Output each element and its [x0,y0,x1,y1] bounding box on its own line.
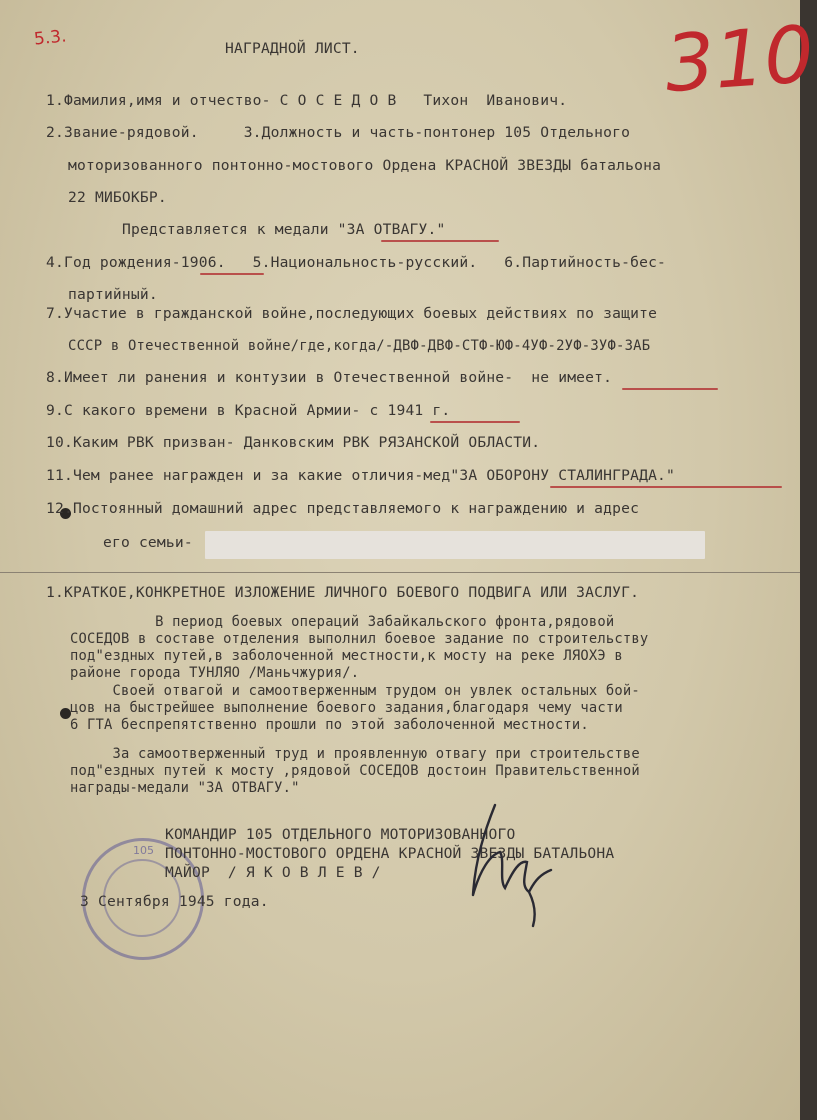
register-number: 310 [662,9,817,111]
underline-wounds [622,388,718,390]
feat-paragraph-1-line-3: под"ездных путей,в заболоченной местности,к мосту на реке ЛЯОХЭ в [70,648,623,664]
award-nomination: Представляется к медали "ЗА ОТВАГУ." [122,221,446,238]
commander-title-line-2: ПОНТОННО-МОСТОВОГО ОРДЕНА КРАСНОЙ ЗВЕЗДЫ БАТАЛЬОНА [165,845,615,862]
feat-paragraph-1-line-4: районе города ТУНЛЯО /Маньчжурия/. [70,665,360,681]
field-7-combat: 7.Участие в гражданской войне,последующих боевых действиях по защите [46,305,658,322]
feat-paragraph-1-line-2: СОСЕДОВ в составе отделения выполнил боевое задание по строительству [70,631,649,647]
field-11-previous-awards: 11.Чем ранее награжден и за какие отличия-мед"ЗА ОБОРОНУ СТАЛИНГРАДА." [46,467,676,484]
underline-service-year [430,421,520,423]
field-8-wounds: 8.Имеет ли ранения и контузии в Отечественной войне- не имеет. [46,369,613,386]
field-2-rank-position: 2.Звание-рядовой. 3.Должность и часть-понтонер 105 Отдельного [46,124,631,141]
commander-title-line-1: КОМАНДИР 105 ОТДЕЛЬНОГО МОТОРИЗОВАННОГО [165,826,516,843]
field-2-unit: моторизованного понтонно-мостового Ордена КРАСНОЙ ЗВЕЗДЫ батальона [68,157,662,174]
feat-paragraph-3-line-2: под"ездных путей к мосту ,рядовой СОСЕДОВ достоин Правительственной [70,763,640,779]
field-12-address: 12.Постоянный домашний адрес представляемого к награждению и адрес [46,500,640,517]
field-9-service-since: 9.С какого времени в Красной Армии- с 1941 г. [46,402,451,419]
field-12-family: его семьи- [103,534,193,551]
document-date: 3 Сентября 1945 года. [80,893,269,910]
commander-name: МАЙОР / Я К О В Л Е В / [165,864,381,881]
field-10-draft-office: 10.Каким РВК призван- Данковским РВК РЯЗАНСКОЙ ОБЛАСТИ. [46,434,541,451]
section-heading: 1.КРАТКОЕ,КОНКРЕТНОЕ ИЗЛОЖЕНИЕ ЛИЧНОГО БОЕВОГО ПОДВИГА ИЛИ ЗАСЛУГ. [46,584,640,601]
field-1-name: 1.Фамилия,имя и отчество- С О С Е Д О В Тихон Иванович. [46,92,568,109]
handwritten-signature [455,800,565,930]
document-title: НАГРАДНОЙ ЛИСТ. [225,40,360,57]
feat-paragraph-1-line-1: В период боевых операций Забайкальского фронта,рядовой [70,614,615,630]
field-6-party-cont: партийный. [68,286,158,303]
section-divider [0,572,800,573]
feat-paragraph-2-line-2: цов на быстрейшее выполнение боевого задания,благодаря чему части [70,700,623,716]
feat-paragraph-3-line-1: За самоотверженный труд и проявленную отвагу при строительстве [70,746,640,762]
archive-note: 5.3. [33,26,68,50]
field-2-unit-cont: 22 МИБОКБР. [68,189,167,206]
feat-paragraph-2-line-3: 6 ГТА беспрепятственно прошли по этой заболоченной местности. [70,717,589,733]
seal-number: 105 [133,844,154,857]
underline-award [381,240,499,242]
underline-previous-award [550,486,782,488]
feat-paragraph-2-line-1: Своей отвагой и самоотверженным трудом он увлек остальных бой- [70,683,640,699]
feat-paragraph-3-line-3: награды-медали "ЗА ОТВАГУ." [70,780,300,796]
field-4-birth-nationality-party: 4.Год рождения-1906. 5.Национальность-русский. 6.Партийность-бес- [46,254,667,271]
field-7-combat-cont: СССР в Отечественной войне/где,когда/-ДВФ-ДВФ-СТФ-ЮФ-4УФ-2УФ-3УФ-ЗАБ [68,338,651,354]
address-redaction [205,531,705,559]
underline-birth-year [200,273,264,275]
